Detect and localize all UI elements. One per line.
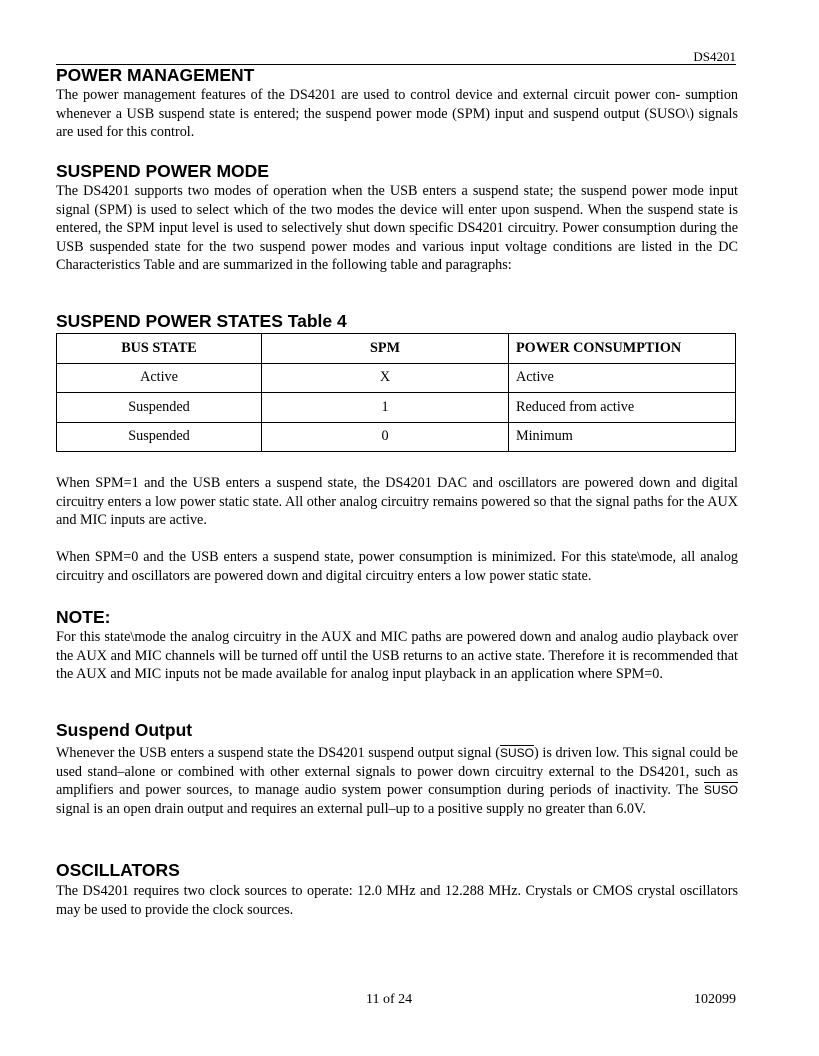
- heading-table-4: SUSPEND POWER STATES Table 4: [56, 311, 347, 331]
- oscillators-paragraph: The DS4201 requires two clock sources to operate: 12.0 MHz and 12.288 MHz. Crystals or CMOS crystal oscillators may be used to provide the clock sources.: [56, 883, 739, 918]
- table-cell: Active: [509, 363, 736, 393]
- table-cell: X: [262, 363, 509, 393]
- note-paragraph: For this state\mode the analog circuitry in the AUX and MIC paths are powered down and analog audio playback over the AUX and MIC channels will be turned off until the USB returns to an active state. Therefore it is recommended that the AUX and MIC inputs not be made available for analog input playback in an application where SPM=0.: [56, 629, 739, 683]
- document-page: [56, 0, 739, 1056]
- table-row: [57, 393, 736, 423]
- heading-suspend-output: Suspend Output: [56, 720, 193, 740]
- table-header-cell: POWER CONSUMPTION: [509, 334, 736, 364]
- heading-suspend-power-mode: SUSPEND POWER MODE: [56, 161, 269, 181]
- spm0-paragraph: When SPM=0 and the USB enters a suspend state, power consumption is minimized. For this state\mode, all analog circuitry and oscillators are powered down and digital circuitry enters a low power static state.: [56, 549, 739, 584]
- table-header-row: [57, 334, 736, 364]
- table-row: [57, 363, 736, 393]
- table-cell: Active: [57, 363, 262, 393]
- page-number: 11 of 24: [366, 992, 413, 1007]
- table-cell: Minimum: [509, 422, 736, 452]
- table-header-cell: SPM: [262, 334, 509, 364]
- table-cell: Suspended: [57, 422, 262, 452]
- suso-signal: SUSO: [704, 783, 739, 798]
- heading-power-management: POWER MANAGEMENT: [56, 65, 255, 85]
- table-header-cell: BUS STATE: [57, 334, 262, 364]
- suspend-power-mode-paragraph: The DS4201 supports two modes of operation when the USB enters a suspend state; the suspend power mode input signal (SPM) is used to select which of the two modes the device will enter upon suspend. When the suspend state is entered, the SPM input level is used to selectively shut down specific DS4201 circuitry. Power consumption during the USB suspended state for the two suspend power modes and various input voltage conditions are listed in the DC Characteristics Table and are summarized in the following table and paragraphs:: [56, 183, 739, 274]
- doc-id: DS4201: [693, 49, 736, 64]
- power-management-paragraph: The power management features of the DS4201 are used to control device and external circuit power con- sumption whenever a USB suspend state is entered; the suspend power mode (SPM) input and suspend output (SUSO\) signals are used for this control.: [56, 87, 739, 141]
- table-cell: 1: [262, 393, 509, 423]
- suspend-output-paragraph: Whenever the USB enters a suspend state the DS4201 suspend output signal (SUSO) is driven low. This signal could be used stand–alone or combined with other external signals to power down circuitry external to the DS4201, such as amplifiers and power sources, to manage audio system power consumption during periods of inactivity. The SUSO signal is an open drain output and requires an external pull–up to a positive supply no greater than 6.0V.: [56, 745, 739, 817]
- table-cell: Suspended: [57, 393, 262, 423]
- spm1-paragraph: When SPM=1 and the USB enters a suspend state, the DS4201 DAC and oscillators are powered down and digital circuitry enters a low power static state. All other analog circuitry remains powered so that the signal paths for the AUX and MIC inputs are active.: [56, 475, 738, 529]
- heading-oscillators: OSCILLATORS: [56, 860, 180, 880]
- table-cell: 0: [262, 422, 509, 452]
- suspend-power-states-table: [56, 333, 736, 452]
- doc-code: 102099: [694, 992, 736, 1007]
- suso-signal: SUSO: [499, 746, 534, 760]
- table-row: [57, 422, 736, 452]
- heading-note: NOTE:: [56, 607, 111, 627]
- table-cell: Reduced from active: [509, 393, 736, 423]
